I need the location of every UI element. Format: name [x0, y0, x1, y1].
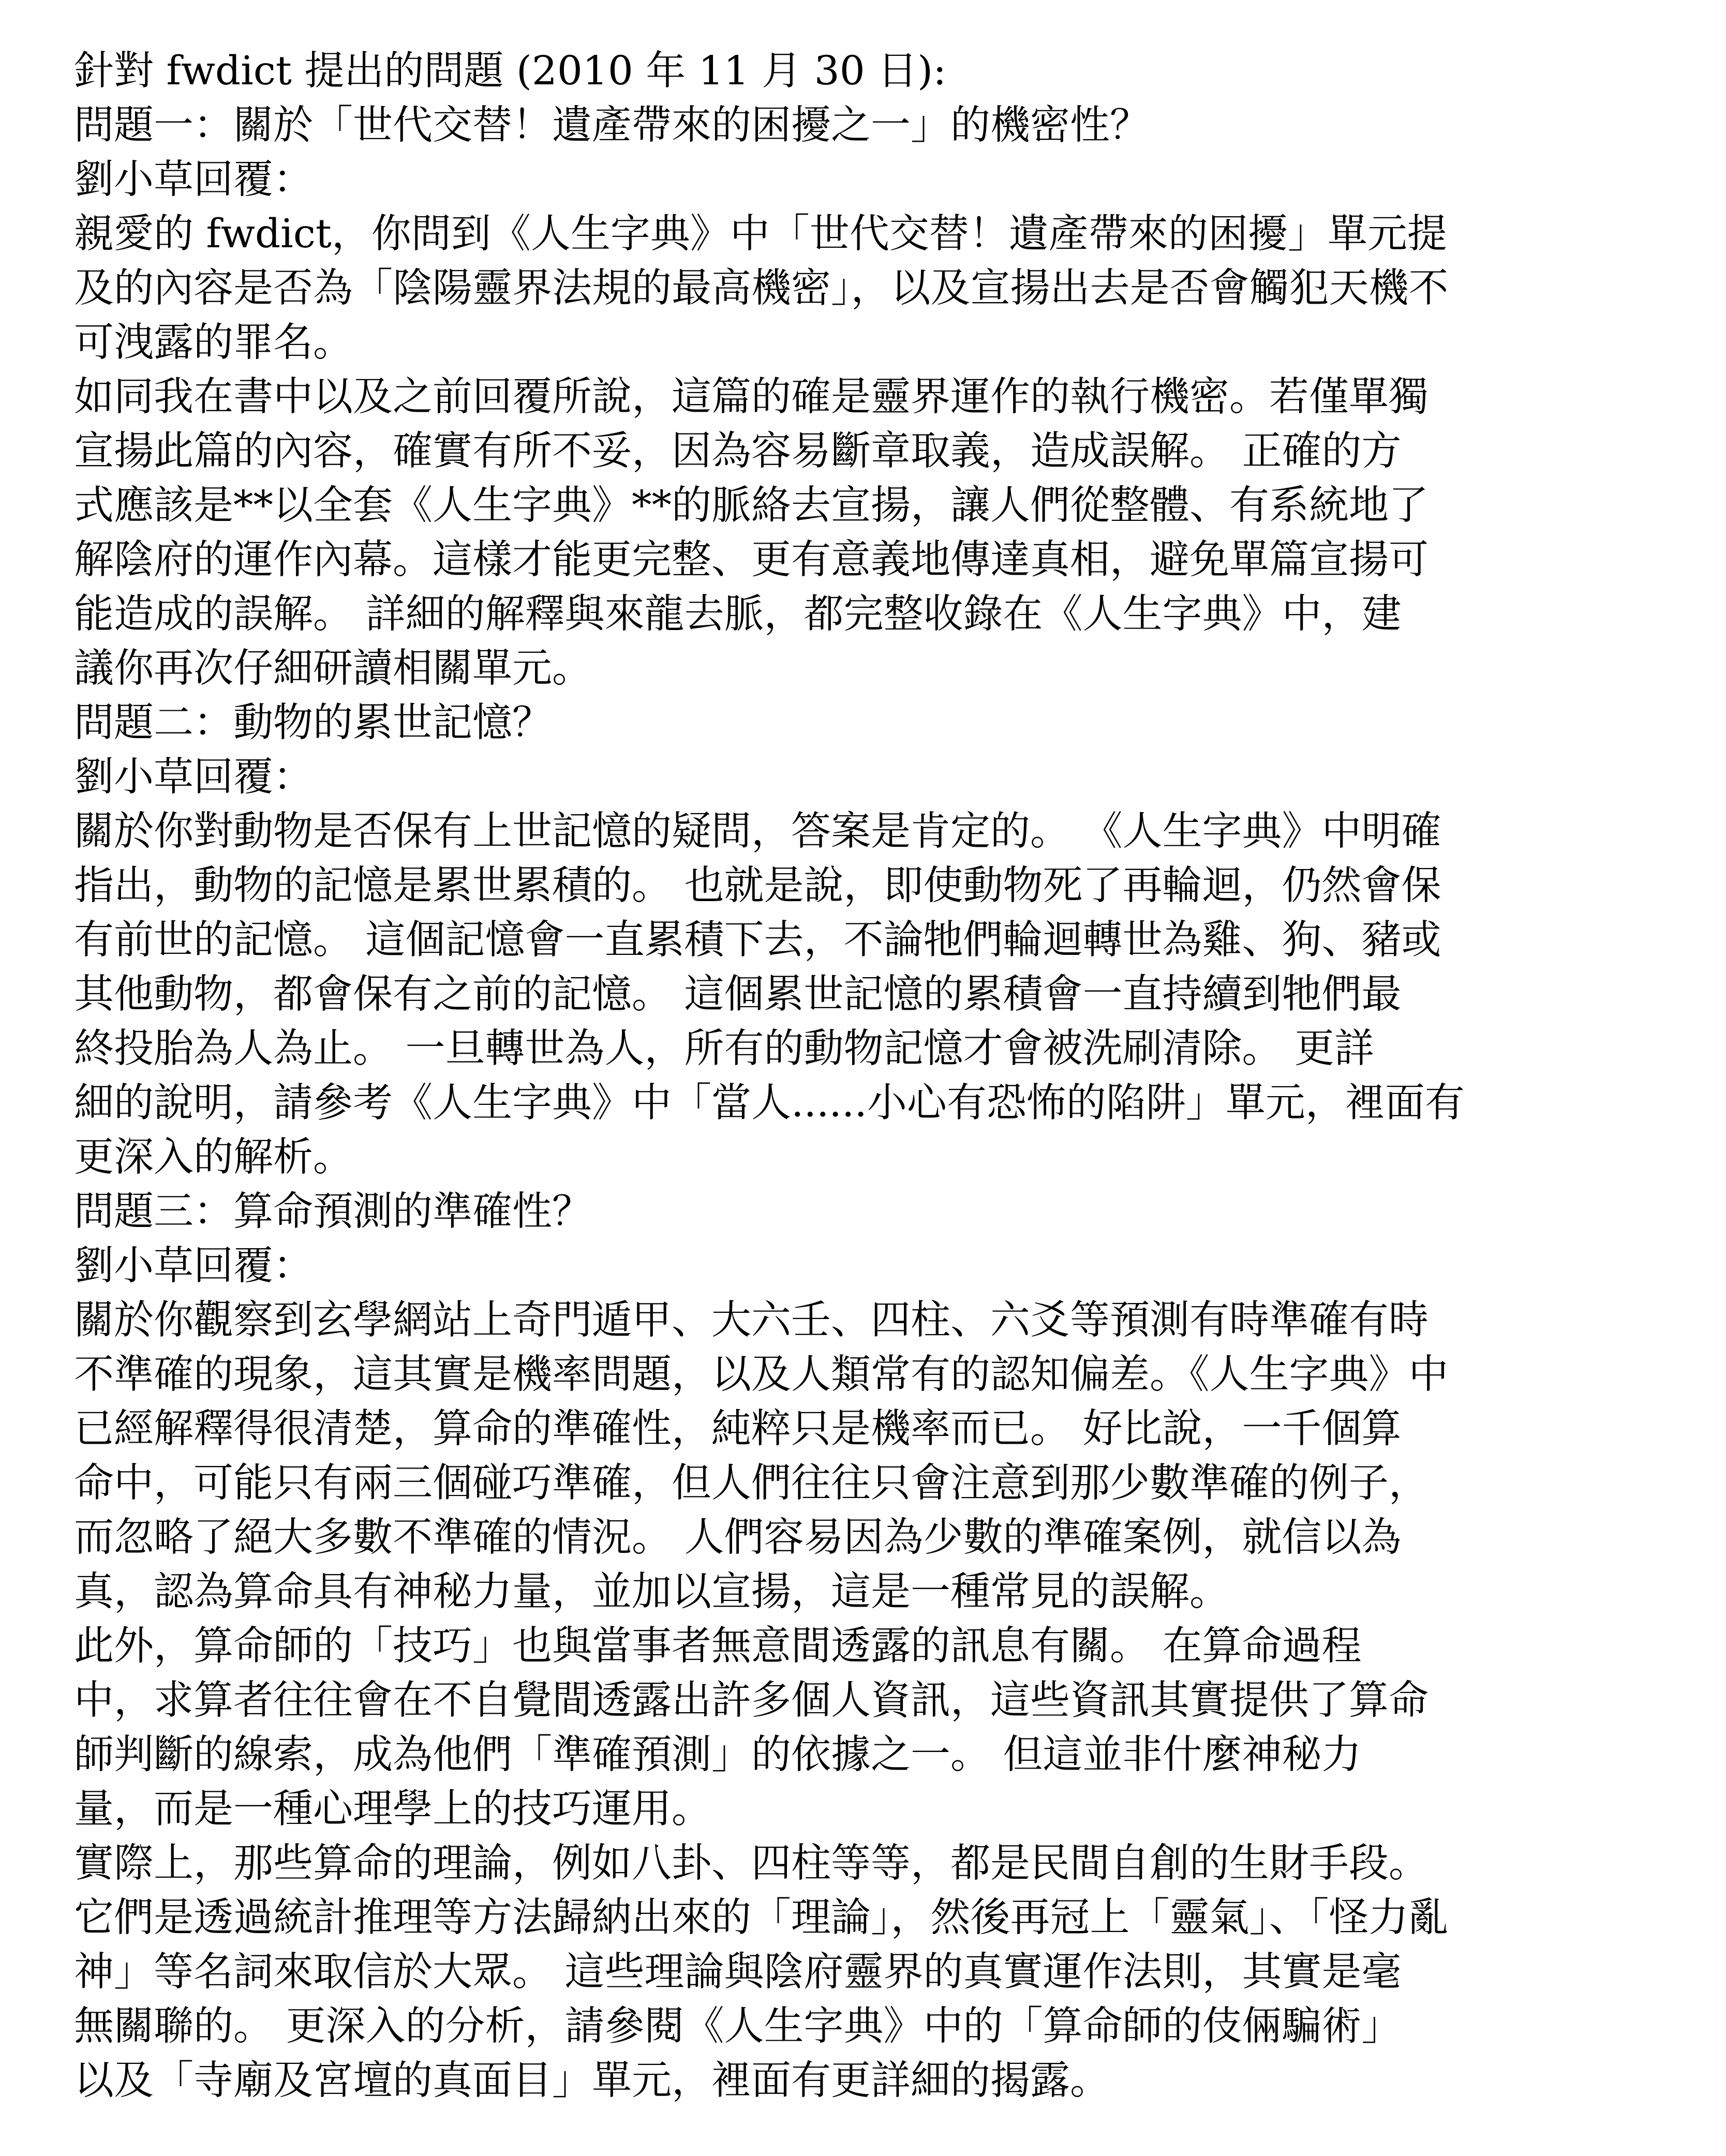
text-line: 命中，可能只有兩三個碰巧準確，但人們往往只會注意到那少數準確的例子， [74, 1460, 1429, 1506]
text-line: 不準確的現象，這其實是機率問題，以及人類常有的認知偏差。《人生字典》中 [74, 1352, 1449, 1398]
text-line: 師判斷的線索，成為他們「準確預測」的依據之一。 但這並非什麼神秘力 [74, 1732, 1362, 1778]
text-line: 此外，算命師的「技巧」也與當事者無意間透露的訊息有關。 在算命過程 [74, 1623, 1362, 1669]
text-line: 無關聯的。 更深入的分析，請參閱《人生字典》中的「算命師的伎倆騙術」 [74, 2003, 1402, 2049]
text-line: 量，而是一種心理學上的技巧運用。 [74, 1786, 711, 1832]
text-line: 關於你觀察到玄學網站上奇門遁甲、大六壬、四柱、六爻等預測有時準確有時 [74, 1297, 1429, 1343]
text-line: 真，認為算命具有神秘力量，並加以宣揚，這是一種常見的誤解。 [74, 1569, 1229, 1615]
text-line: 以及「寺廟及宮壇的真面目」單元，裡面有更詳細的揭露。 [74, 2058, 1110, 2104]
text-line: 式應該是**以全套《人生字典》**的脈絡去宣揚，讓人們從整體、有系統地了 [74, 483, 1429, 529]
text-line: 終投胎為人為止。 一旦轉世為人，所有的動物記憶才會被洗刷清除。 更詳 [74, 1026, 1374, 1072]
text-line: 它們是透過統計推理等方法歸納出來的「理論」，然後再冠上「靈氣」、「怪力亂 [74, 1895, 1449, 1941]
text-line: 可洩露的罪名。 [74, 320, 353, 366]
question-heading: 問題三：算命預測的準確性？ [74, 1189, 592, 1235]
text-line: 實際上，那些算命的理論，例如八卦、四柱等等，都是民間自創的生財手段。 [74, 1840, 1429, 1887]
text-line: 親愛的 fwdict，你問到《人生字典》中「世代交替！遺產帶來的困擾」單元提 [74, 211, 1447, 257]
text-line: 解陰府的運作內幕。這樣才能更完整、更有意義地傳達真相，避免單篇宣揚可 [74, 537, 1429, 583]
reply-label: 劉小草回覆： [74, 754, 313, 800]
question-heading: 問題一：關於「世代交替！遺產帶來的困擾之一」的機密性？ [74, 102, 1150, 148]
text-line: 議你再次仔細研讀相關單元。 [74, 646, 592, 692]
text-line: 已經解釋得很清楚，算命的準確性，純粹只是機率而已。 好比說，一千個算 [74, 1406, 1402, 1452]
text-line: 指出，動物的記憶是累世累積的。 也就是說，即使動物死了再輪迴，仍然會保 [74, 863, 1441, 909]
reply-label: 劉小草回覆： [74, 1243, 313, 1289]
text-line: 中，求算者往往會在不自覺間透露出許多個人資訊，這些資訊其實提供了算命 [74, 1678, 1429, 1724]
text-line: 而忽略了絕大多數不準確的情況。 人們容易因為少數的準確案例，就信以為 [74, 1515, 1402, 1561]
text-line: 如同我在書中以及之前回覆所說，這篇的確是靈界運作的執行機密。若僅單獨 [74, 374, 1429, 420]
text-line: 其他動物，都會保有之前的記憶。 這個累世記憶的累積會一直持續到牠們最 [74, 971, 1402, 1017]
text-line: 能造成的誤解。 詳細的解釋與來龍去脈，都完整收錄在《人生字典》中，建 [74, 591, 1402, 637]
text-line: 關於你對動物是否保有上世記憶的疑問，答案是肯定的。 《人生字典》中明確 [74, 808, 1441, 855]
question-heading: 問題二：動物的累世記憶？ [74, 700, 552, 746]
text-line: 更深入的解析。 [74, 1134, 353, 1180]
text-line: 神」等名詞來取信於大眾。 這些理論與陰府靈界的真實運作法則，其實是毫 [74, 1949, 1402, 1995]
reply-label: 劉小草回覆： [74, 157, 313, 203]
text-line: 宣揚此篇的內容，確實有所不妥，因為容易斷章取義，造成誤解。 正確的方 [74, 428, 1402, 474]
text-line: 及的內容是否為「陰陽靈界法規的最高機密」，以及宣揚出去是否會觸犯天機不 [74, 265, 1449, 311]
text-line: 針對 fwdict 提出的問題 (2010 年 11 月 30 日): [74, 48, 947, 94]
text-line: 細的說明，請參考《人生字典》中「當人......小心有恐怖的陷阱」單元，裡面有 [74, 1080, 1465, 1126]
text-line: 有前世的記憶。 這個記憶會一直累積下去，不論牠們輪迴轉世為雞、狗、豬或 [74, 917, 1441, 963]
document-page [74, 44, 1657, 2108]
